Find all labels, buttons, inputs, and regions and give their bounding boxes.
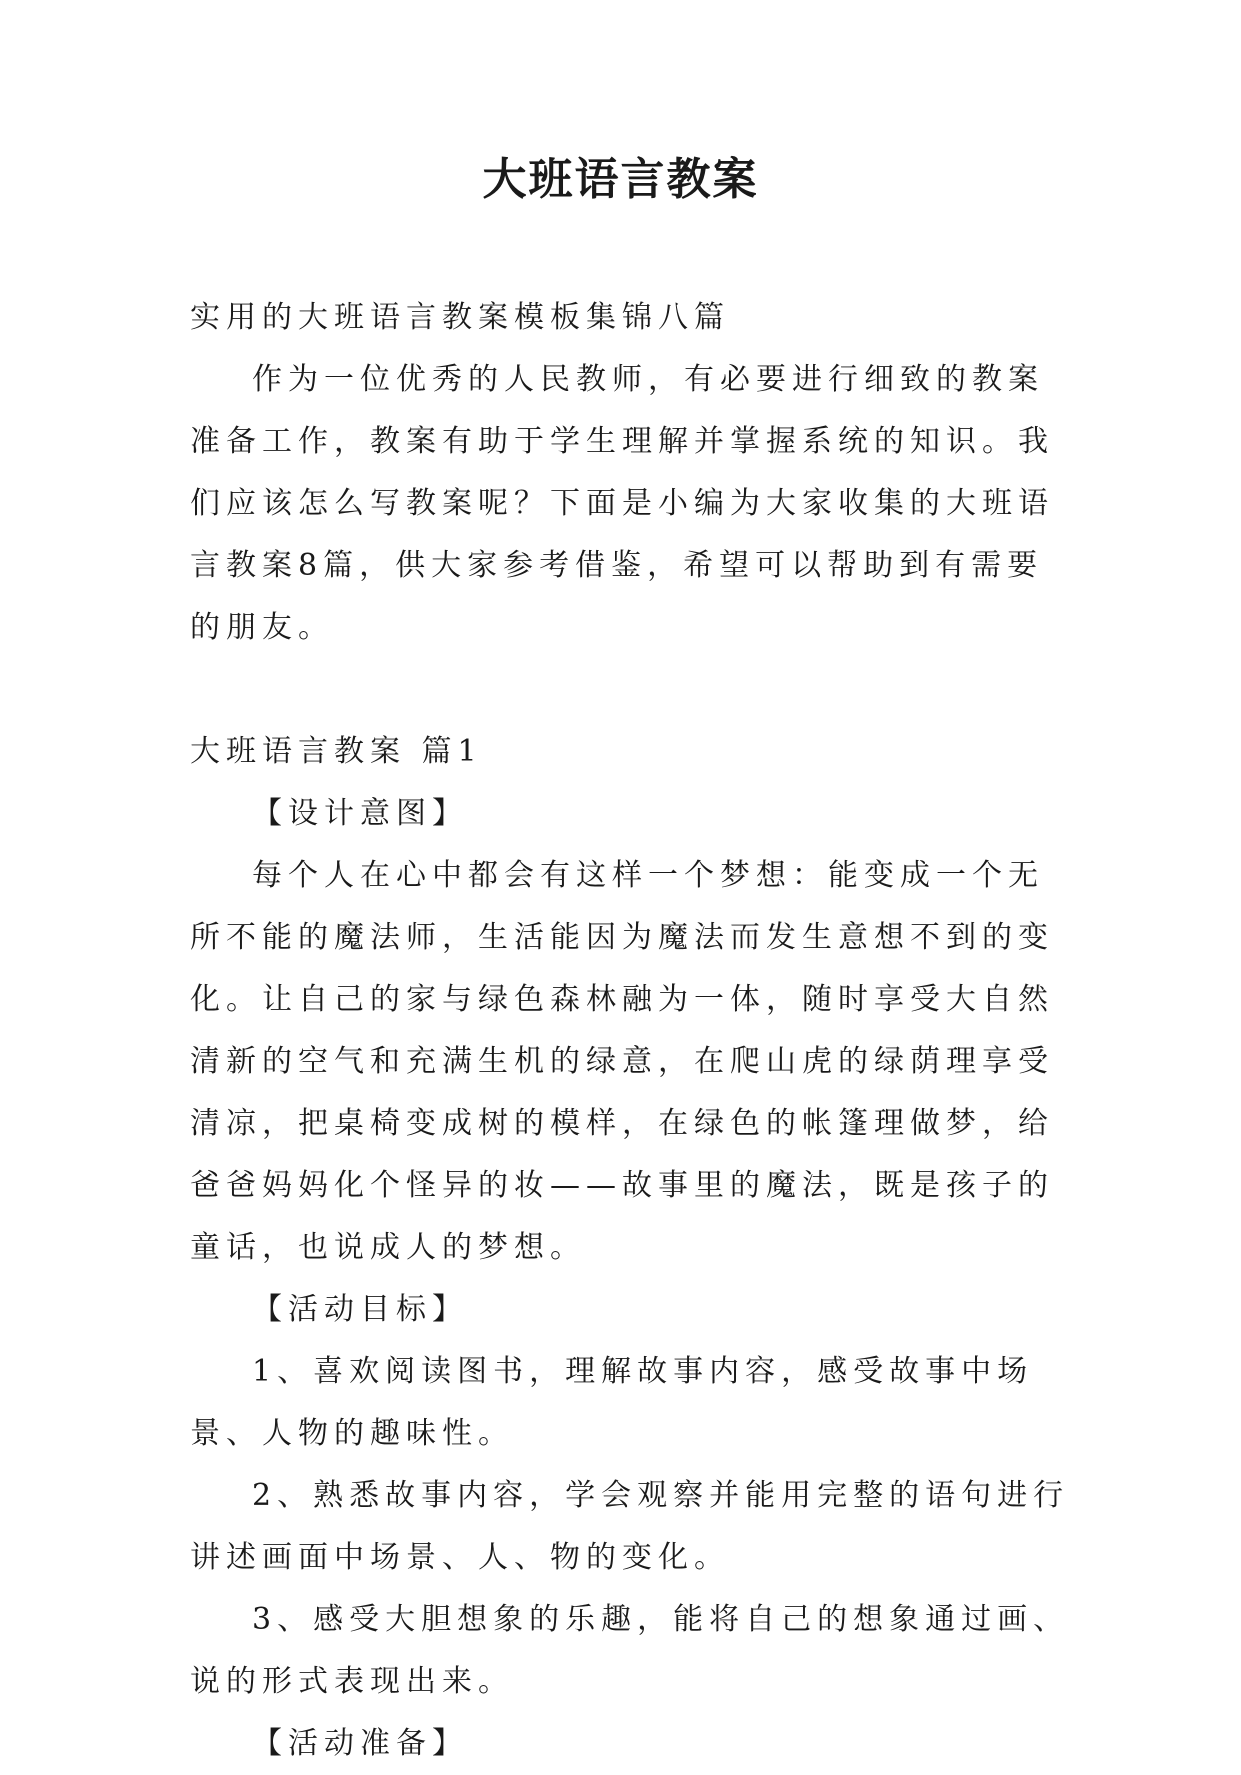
document-body <box>190 287 1070 1775</box>
goals-heading: 【活动目标】 <box>252 1292 468 1327</box>
page-title: 大班语言教案 <box>482 154 759 205</box>
design-intent-paragraph: 每个人在心中都会有这样一个梦想：能变成一个无所不能的魔法师，生活能因为魔法而发生意想不到的变化。让自己的家与绿色森林融为一体，随时享受大自然清新的空气和充满生机的绿意，在爬山虎的绿荫理享受清凉，把桌椅变成树的模样，在绿色的帐篷理做梦，给爸爸妈妈化个怪异的妆——故事里的魔法，既是孩子的童话，也说成人的梦想。 <box>190 858 1054 1265</box>
prep-heading: 【活动准备】 <box>252 1726 468 1761</box>
section-heading: 大班语言教案 篇1 <box>190 734 483 769</box>
goal-item: 3、感受大胆想象的乐趣，能将自己的想象通过画、说的形式表现出来。 <box>190 1602 1070 1699</box>
goal-item: 1、喜欢阅读图书，理解故事内容，感受故事中场景、人物的趣味性。 <box>190 1354 1034 1451</box>
intro-paragraph: 作为一位优秀的人民教师，有必要进行细致的教案准备工作，教案有助于学生理解并掌握系统的知识。我们应该怎么写教案呢？下面是小编为大家收集的大班语言教案8篇，供大家参考借鉴，希望可以帮助到有需要的朋友。 <box>190 362 1054 645</box>
document-subtitle: 实用的大班语言教案模板集锦八篇 <box>190 300 730 335</box>
goal-item: 2、熟悉故事内容，学会观察并能用完整的语句进行讲述画面中场景、人、物的变化。 <box>190 1478 1070 1575</box>
design-intent-heading: 【设计意图】 <box>252 796 468 831</box>
